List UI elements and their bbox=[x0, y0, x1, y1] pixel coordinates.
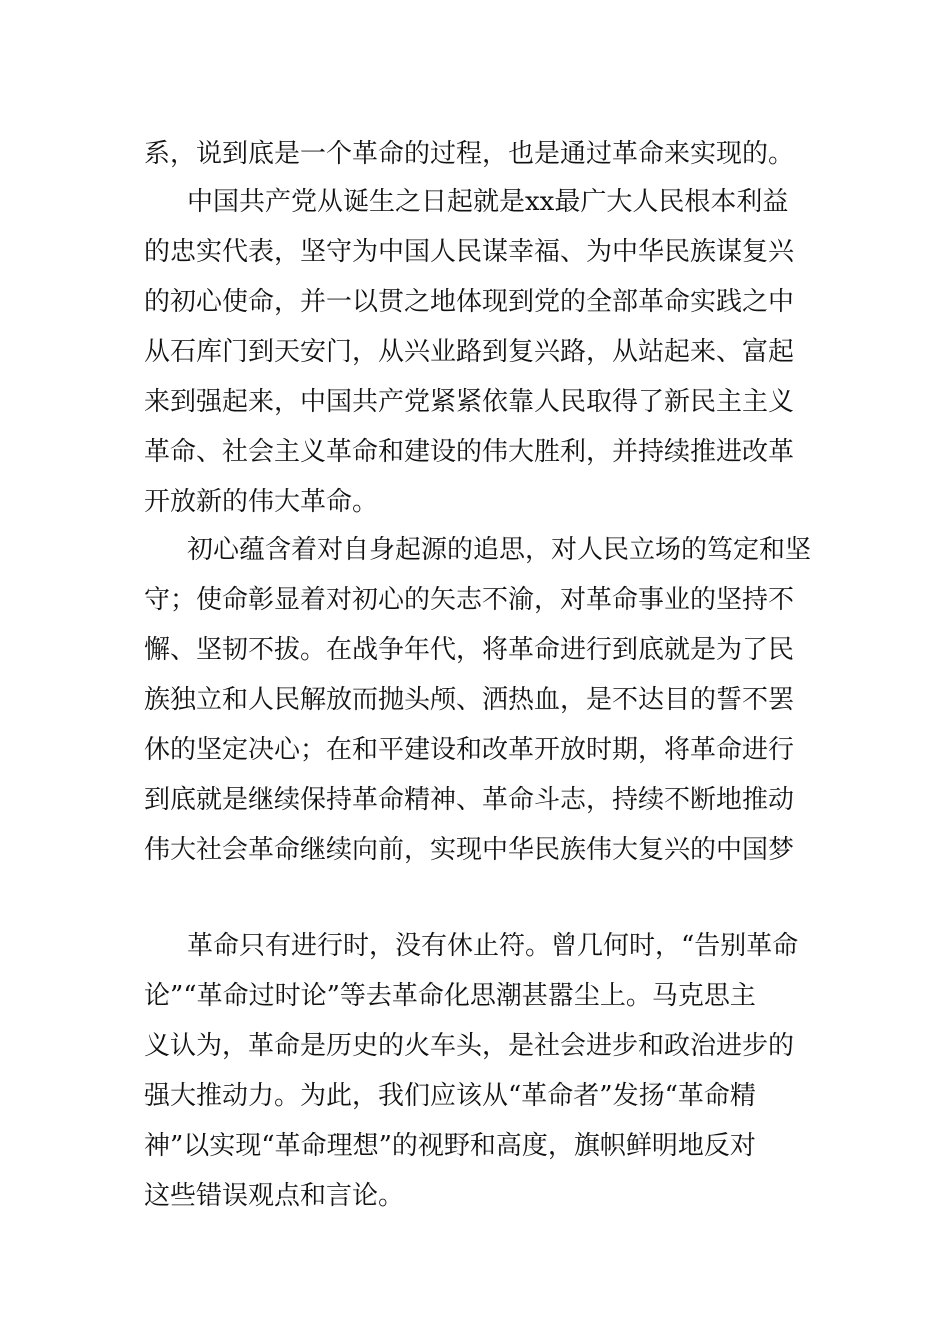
paragraph-4-line-6: 这些错误观点和言论。 bbox=[144, 1181, 405, 1211]
paragraph-2-line-1: 中国共产党从诞生之日起就是xx最广大人民根本利益 bbox=[187, 187, 789, 217]
paragraph-2-line-3: 的初心使命，并一以贯之地体现到党的全部革命实践之中 bbox=[144, 287, 795, 317]
paragraph-3-line-3: 懈、坚韧不拔。在战争年代，将革命进行到底就是为了民 bbox=[144, 635, 795, 665]
paragraph-2-line-6: 革命、社会主义革命和建设的伟大胜利，并持续推进改革 bbox=[144, 437, 795, 467]
paragraph-2-line-5: 来到强起来，中国共产党紧紧依靠人民取得了新民主主义 bbox=[144, 387, 795, 417]
paragraph-3-line-2: 守；使命彰显着对初心的矢志不渝，对革命事业的坚持不 bbox=[144, 585, 795, 615]
paragraph-2-line-2: 的忠实代表，坚守为中国人民谋幸福、为中华民族谋复兴 bbox=[144, 237, 795, 267]
paragraph-3-line-1: 初心蕴含着对自身起源的追思，对人民立场的笃定和坚 bbox=[187, 535, 812, 565]
paragraph-4-line-3: 义认为，革命是历史的火车头，是社会进步和政治进步的 bbox=[144, 1031, 795, 1061]
paragraph-3-line-4: 族独立和人民解放而抛头颅、洒热血，是不达目的誓不罢 bbox=[144, 685, 795, 715]
paragraph-3-line-7: 伟大社会革命继续向前，实现中华民族伟大复兴的中国梦 bbox=[144, 835, 795, 865]
paragraph-4-line-4: 强大推动力。为此，我们应该从“革命者”发扬“革命精 bbox=[144, 1081, 756, 1111]
paragraph-1-line-1: 系，说到底是一个革命的过程，也是通过革命来实现的。 bbox=[144, 139, 795, 169]
paragraph-3-line-6: 到底就是继续保持革命精神、革命斗志，持续不断地推动 bbox=[144, 785, 795, 815]
paragraph-4-line-5: 神”以实现“革命理想”的视野和高度，旗帜鲜明地反对 bbox=[144, 1131, 756, 1161]
paragraph-4-line-2: 论”“革命过时论”等去革命化思潮甚嚣尘上。马克思主 bbox=[144, 981, 756, 1011]
paragraph-4-line-1: 革命只有进行时，没有休止符。曾几何时，“告别革命 bbox=[187, 931, 799, 961]
paragraph-3-line-5: 休的坚定决心；在和平建设和改革开放时期，将革命进行 bbox=[144, 735, 795, 765]
paragraph-2-line-7: 开放新的伟大革命。 bbox=[144, 487, 379, 517]
paragraph-2-line-4: 从石库门到天安门，从兴业路到复兴路，从站起来、富起 bbox=[144, 337, 795, 367]
